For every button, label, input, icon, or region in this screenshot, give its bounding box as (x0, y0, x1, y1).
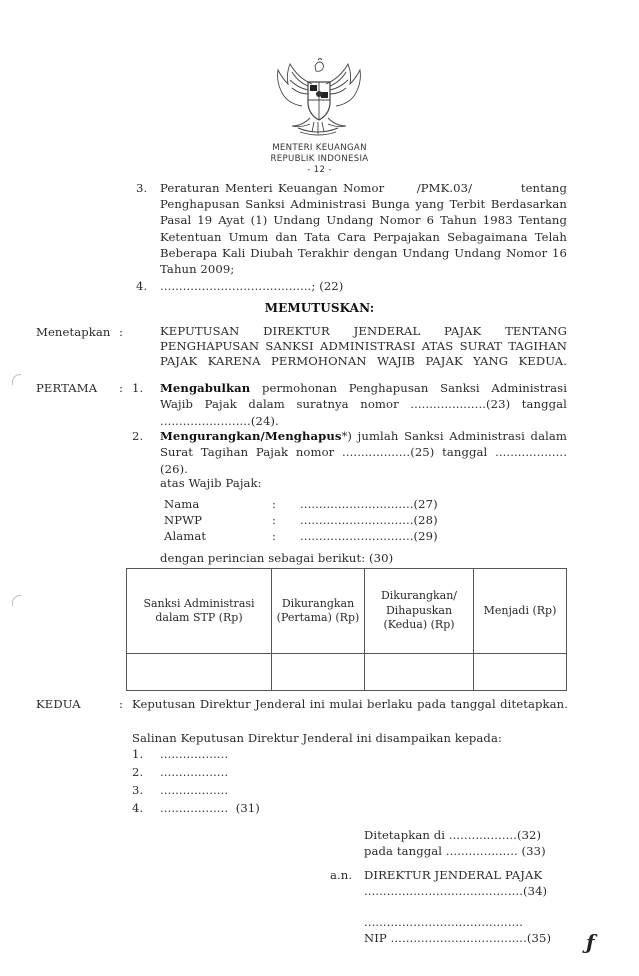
item2-bold: Mengurangkan/Menghapus (160, 429, 342, 443)
decision-heading: MEMUTUSKAN: (264, 301, 375, 315)
recipient-dots: .................. (160, 765, 229, 779)
field-nama-value: ..............................(27) (300, 497, 438, 511)
menetapkan-colon: : (119, 325, 124, 339)
table-header-cell: Dikurangkan/ Dihapuskan (Kedua) (Rp) (365, 569, 474, 654)
header-republic: REPUBLIK INDONESIA (270, 154, 369, 164)
field-npwp-label: NPWP (164, 513, 203, 527)
label-kedua: KEDUA (36, 697, 81, 711)
field-alamat-label: Alamat (164, 529, 207, 543)
table-header-cell: Dikurangkan (Pertama) (Rp) (272, 569, 365, 654)
recipient-number: 1. (132, 747, 144, 761)
margin-mark (12, 374, 21, 385)
recipient-dots: .................. (31) (160, 801, 260, 815)
garuda-emblem-icon (268, 56, 368, 140)
table-header-cell: Menjadi (Rp) (474, 569, 567, 654)
nip-line: NIP ....................................(35) (364, 931, 552, 945)
recipient-dots: .................. (160, 783, 229, 797)
recipient-number: 2. (132, 765, 144, 779)
kedua-text: Keputusan Direktur Jenderal ini mulai berlaku pada tanggal ditetapkan. (132, 697, 568, 711)
pada-tanggal: pada tanggal ................... (33) (364, 844, 546, 858)
label-menetapkan: Menetapkan (36, 325, 111, 339)
field-nama-colon: : (272, 497, 277, 511)
consider-item3-number: 3. (136, 181, 148, 195)
field-npwp-value: ..............................(28) (300, 513, 438, 527)
header-ministry: MENTERI KEUANGAN (272, 143, 367, 153)
field-npwp-colon: : (272, 513, 277, 527)
salinan-text: Salinan Keputusan Direktur Jenderal ini disampaikan kepada: (132, 731, 502, 745)
recipient-number: 3. (132, 783, 144, 797)
atas-nama: a.n. (330, 868, 353, 882)
pertama-item1-number: 1. (132, 381, 144, 395)
item1-bold: Mengabulkan (160, 381, 251, 395)
margin-mark (12, 595, 21, 606)
signatory-name-dots: .......................................... (364, 915, 523, 929)
label-pertama: PERTAMA (36, 381, 98, 395)
signatory-title: DIREKTUR JENDERAL PAJAK (364, 868, 543, 882)
table-row (127, 654, 567, 691)
table-header-row (127, 569, 567, 654)
kedua-colon: : (119, 697, 124, 711)
recipient-dots: .................. (160, 747, 229, 761)
table-cell (127, 654, 272, 691)
field-nama-label: Nama (164, 497, 200, 511)
item2-mark: *) (341, 429, 353, 443)
field-alamat-value: ..............................(29) (300, 529, 438, 543)
signature-dots-34: ..........................................(34) (364, 884, 548, 898)
atas-wajib-pajak: atas Wajib Pajak: (160, 476, 262, 490)
table-cell (365, 654, 474, 691)
table-cell (474, 654, 567, 691)
pertama-colon: : (119, 381, 124, 395)
ditetapkan-di: Ditetapkan di ..................(32) (364, 828, 542, 842)
detail-table (126, 568, 567, 691)
handwritten-page-mark: ƒ (586, 930, 595, 954)
consider-item4-number: 4. (136, 279, 148, 293)
item2-text: jumlah Sanksi Administrasi dalam Surat Tagihan Pajak nomor ..................(25) tanggal ...................(26). (160, 429, 567, 476)
consider-item3-line1: Peraturan Menteri Keuangan Nomor /PMK.03/ tentang (160, 181, 567, 195)
consider-item4-text: ........................................; (22) (160, 279, 344, 293)
table-header-cell: Sanksi Administrasi dalam STP (Rp) (127, 569, 272, 654)
perincian-text: dengan perincian sebagai berikut: (30) (160, 551, 394, 565)
menetapkan-text: KEPUTUSAN DIREKTUR JENDERAL PAJAK TENTANG PENGHAPUSAN SANKSI ADMINISTRASI ATAS SURAT TAGIHAN PAJAK KARENA PERMOHONAN WAJIB PAJAK YANG KEDUA. (160, 324, 567, 368)
field-alamat-colon: : (272, 529, 277, 543)
recipient-number: 4. (132, 801, 144, 815)
pertama-item1 (160, 380, 567, 429)
page-number: - 12 - (307, 165, 332, 175)
pertama-item2 (160, 428, 567, 477)
pertama-item2-number: 2. (132, 429, 144, 443)
item1-text: permohonan Penghapusan Sanksi Administrasi Wajib Pajak dalam suratnya nomor ....................(23) tanggal ........................(24). (160, 381, 567, 428)
table-cell (272, 654, 365, 691)
consider-item3-text: Penghapusan Sanksi Administrasi Bunga yang Terbit Berdasarkan Pasal 19 Ayat (1) Undang Undang Nomor 6 Tahun 1983 Tentang Ketentuan Umum dan Tata Cara Perpajakan Sebagaimana Telah Beberapa Kali Diubah Terakhir dengan Undang Undang Nomor 16 Tahun 2009; (160, 197, 567, 277)
